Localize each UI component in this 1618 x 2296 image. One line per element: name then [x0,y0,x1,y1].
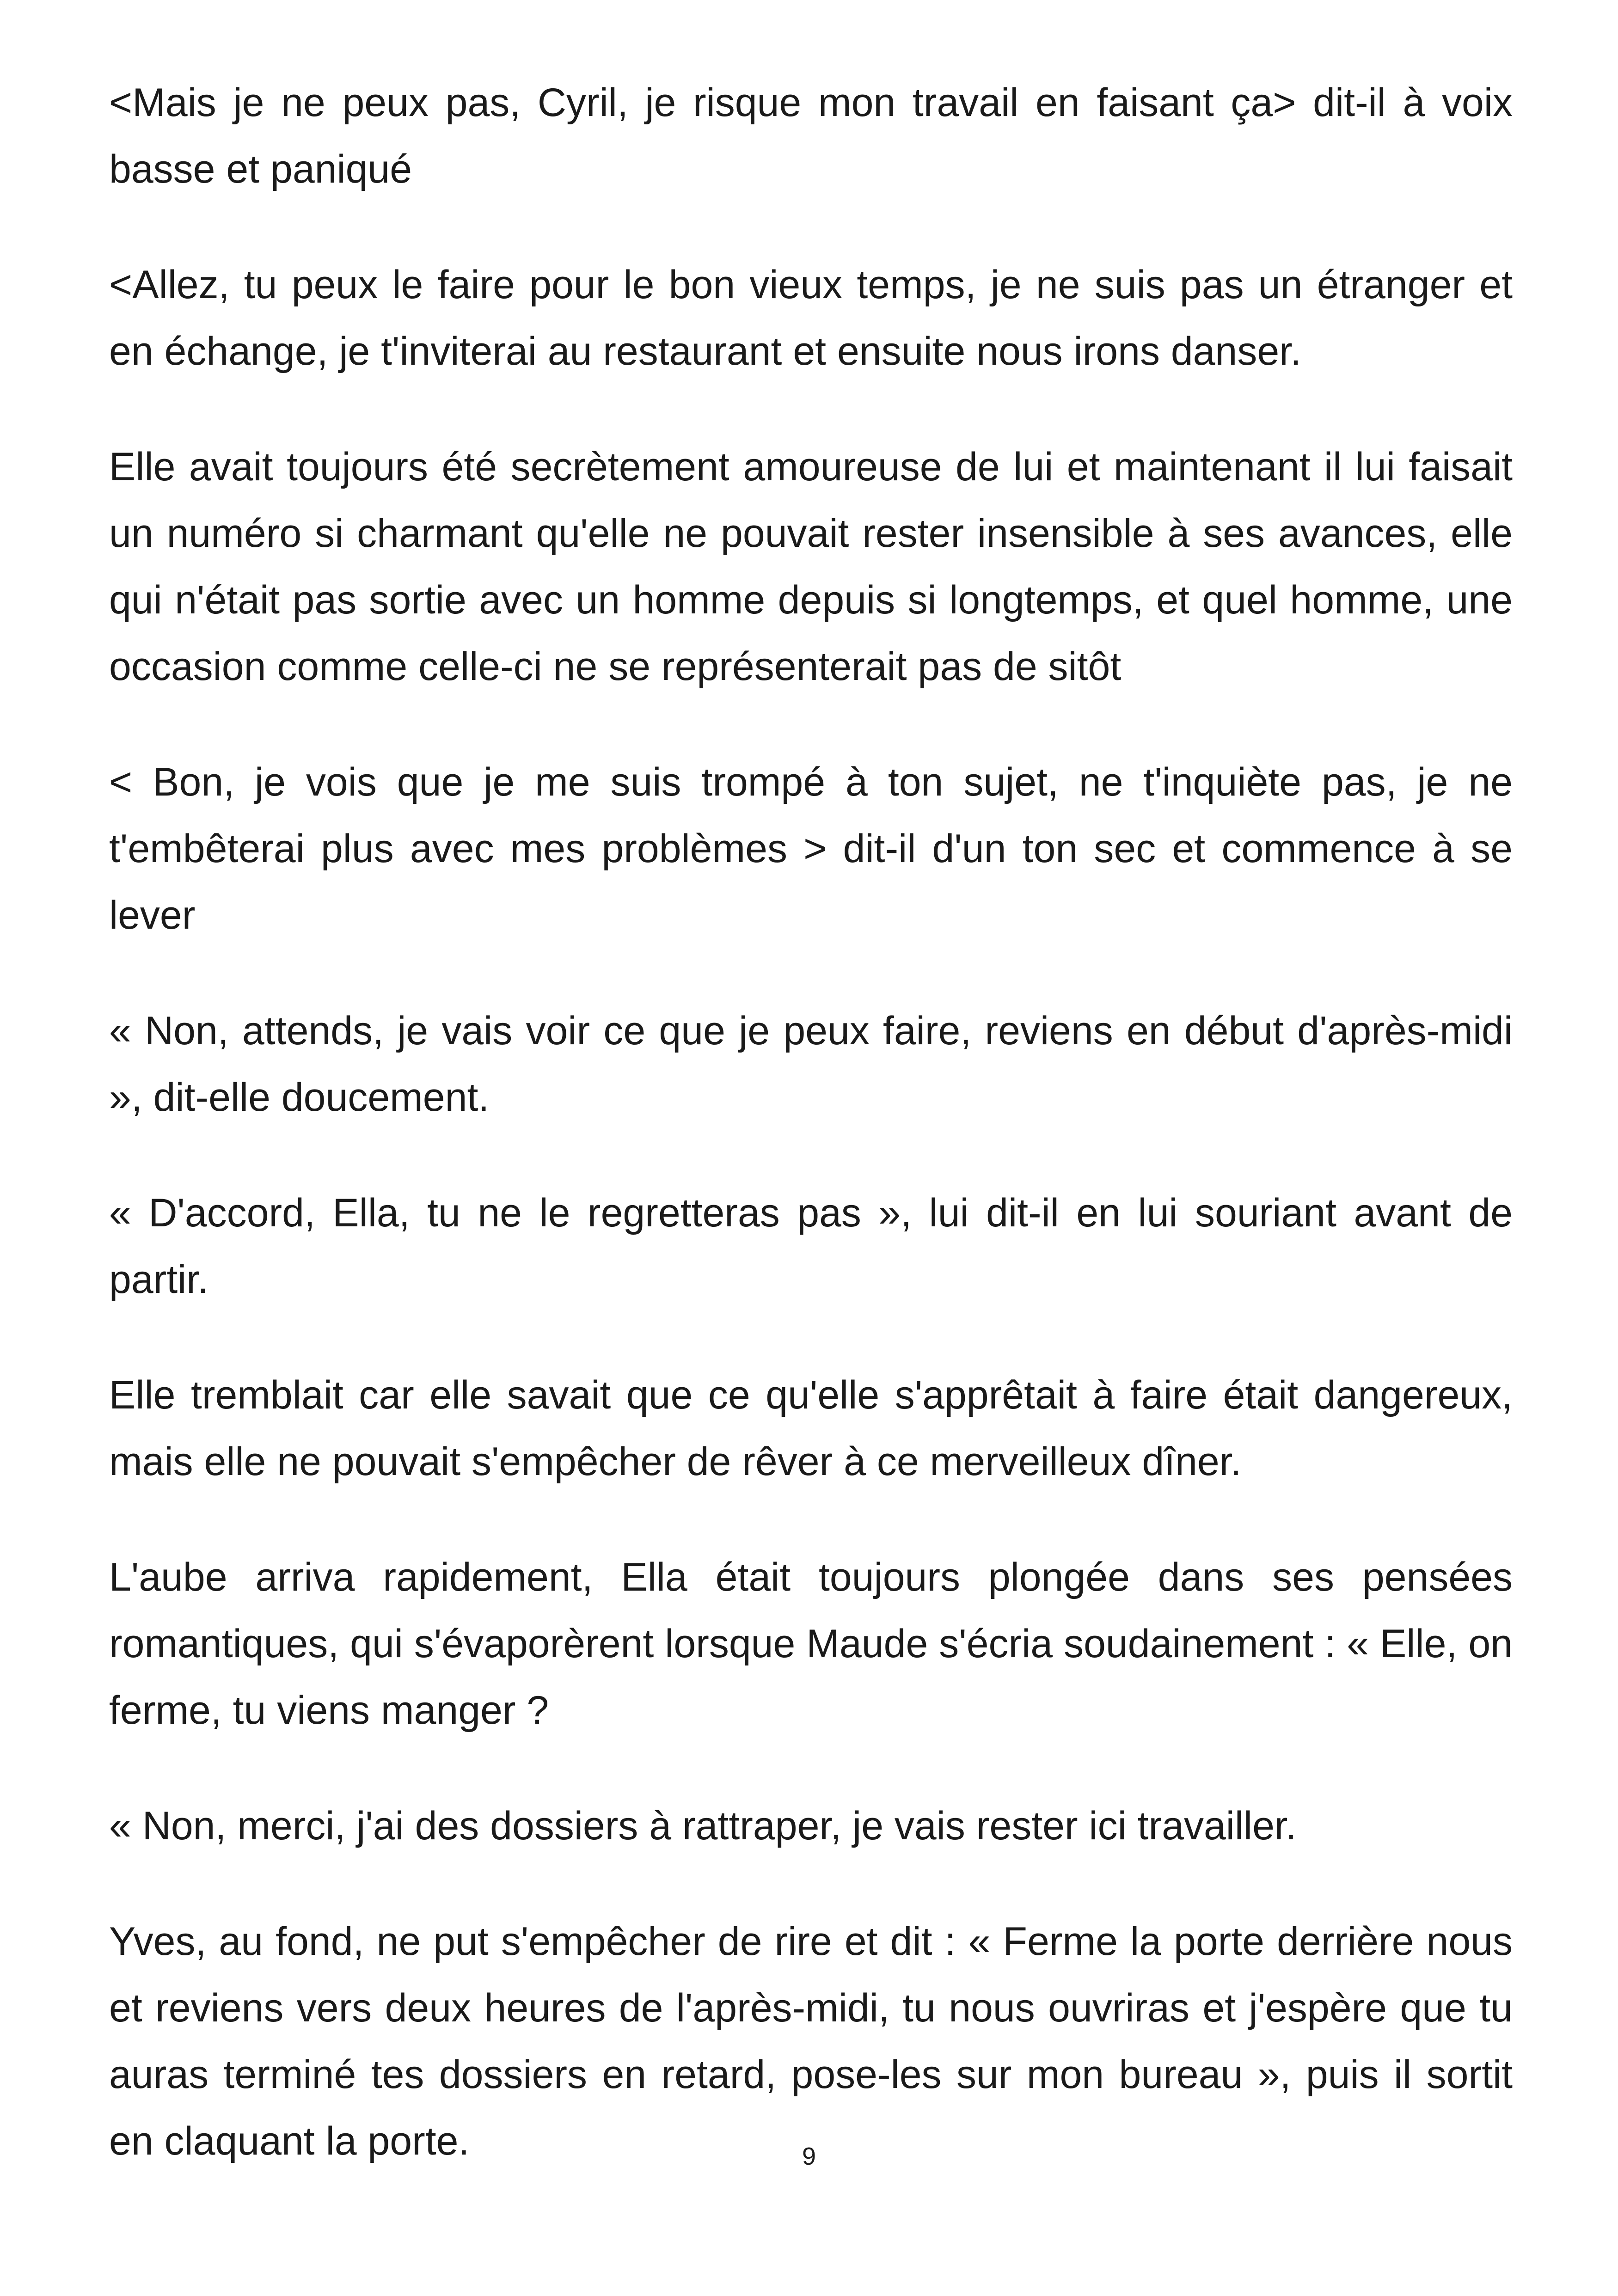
paragraph-9: « Non, merci, j'ai des dossiers à rattraper, je vais rester ici travailler. [109,1804,1297,1848]
paragraph-7: Elle tremblait car elle savait que ce qu'elle s'apprêtait à faire était dangereux, mais elle ne pouvait s'empêcher de rêver à ce merveilleux dîner. [109,1373,1513,1484]
paragraph-4: < Bon, je vois que je me suis trompé à ton sujet, ne t'inquiète pas, je ne t'embêterai plus avec mes problèmes > dit-il d'un ton sec et commence à se lever [109,760,1513,937]
paragraph-8: L'aube arriva rapidement, Ella était toujours plongée dans ses pensées romantiques, qui s'évaporèrent lorsque Maude s'écria soudainement : « Elle, on ferme, tu viens manger ? [109,1555,1513,1733]
paragraph-3: Elle avait toujours été secrètement amoureuse de lui et maintenant il lui faisait un numéro si charmant qu'elle ne pouvait rester insensible à ses avances, elle qui n'était pas sortie avec un homme depuis si longtemps, et quel homme, une occasion comme celle-ci ne se représenterait pas de sitôt [109,445,1513,689]
paragraph-5: « Non, attends, je vais voir ce que je peux faire, reviens en début d'après-midi », dit-elle doucement. [109,1009,1513,1120]
paragraph-10: Yves, au fond, ne put s'empêcher de rire et dit : « Ferme la porte derrière nous et reviens vers deux heures de l'après-midi, tu nous ouvriras et j'espère que tu auras terminé tes dossiers en retard, pose-les sur mon bureau », puis il sortit en claquant la porte. [109,1919,1513,2163]
paragraph-1: <Mais je ne peux pas, Cyril, je risque mon travail en faisant ça> dit-il à voix basse et paniqué [109,80,1513,191]
page-body [109,69,1513,2223]
paragraph-6: « D'accord, Ella, tu ne le regretteras pas », lui dit-il en lui souriant avant de partir. [109,1191,1513,1302]
page-number: 9 [802,2143,816,2170]
paragraph-2: <Allez, tu peux le faire pour le bon vieux temps, je ne suis pas un étranger et en échange, je t'inviterai au restaurant et ensuite nous irons danser. [109,263,1513,373]
